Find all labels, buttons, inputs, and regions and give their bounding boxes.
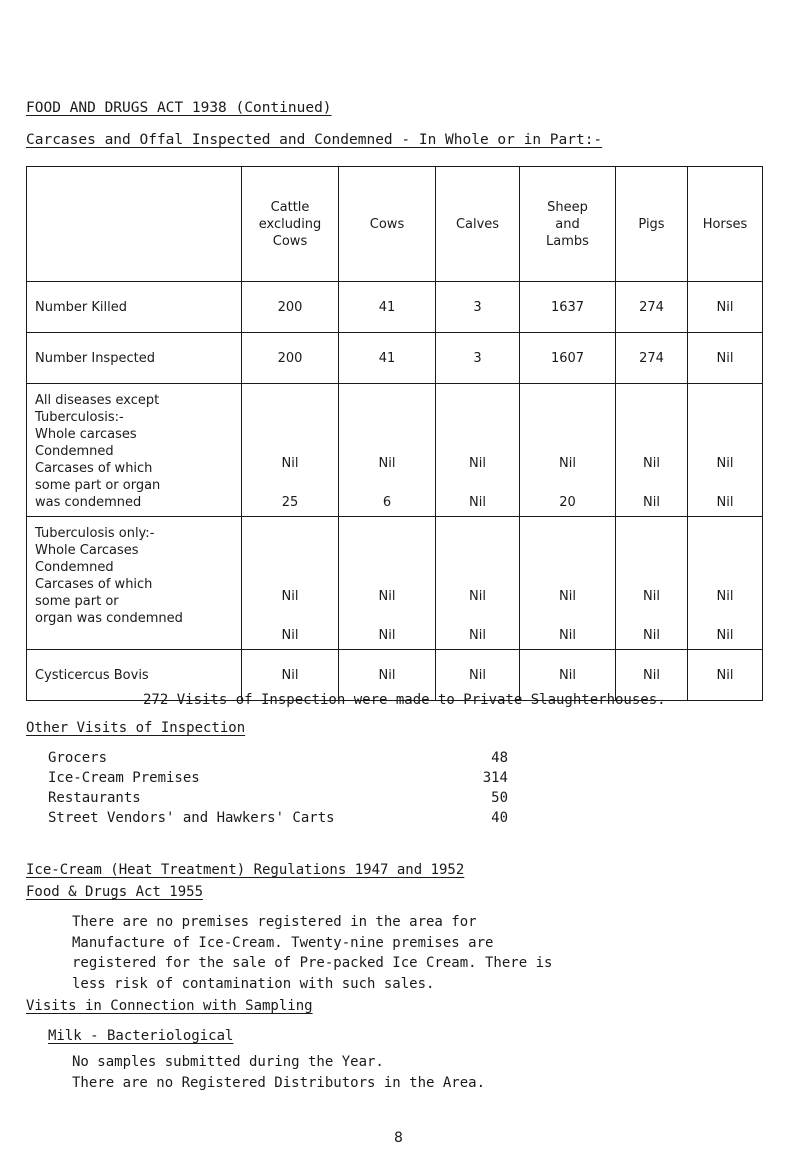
table-cell: Nil xyxy=(616,650,688,701)
list-item xyxy=(48,810,508,826)
carcases-table xyxy=(26,166,763,701)
sampling-heading: Visits in Connection with Sampling xyxy=(26,998,313,1014)
table-row xyxy=(27,282,763,333)
label-line: some part or organ xyxy=(35,478,161,493)
table-cell: 274 xyxy=(616,282,688,333)
visit-count: 40 xyxy=(491,810,508,826)
table-cell: 3 xyxy=(436,282,520,333)
table-header-cell xyxy=(27,167,242,282)
table-header-cell: Cows xyxy=(339,167,436,282)
visit-count: 314 xyxy=(482,770,508,786)
table-header-row xyxy=(27,167,763,282)
table-row xyxy=(27,333,763,384)
table-cell: Nil Nil xyxy=(688,384,763,517)
ice-cream-regulations-heading: Ice-Cream (Heat Treatment) Regulations 1947 and 1952 xyxy=(26,862,465,878)
table-cell: Nil Nil xyxy=(688,517,763,650)
table-cell: Nil xyxy=(436,650,520,701)
list-item xyxy=(48,750,508,766)
row-label xyxy=(27,384,242,517)
table-cell: 41 xyxy=(339,282,436,333)
visit-label: Grocers xyxy=(48,750,108,766)
label-line: Condemned xyxy=(35,560,114,575)
other-visits-heading: Other Visits of Inspection xyxy=(26,720,246,736)
milk-subheading: Milk - Bacteriological xyxy=(48,1028,234,1044)
food-drugs-act-heading: Food & Drugs Act 1955 xyxy=(26,884,204,900)
table-cell: 41 xyxy=(339,333,436,384)
slaughterhouse-visits-text: 272 Visits of Inspection were made to Private Slaughterhouses. xyxy=(143,692,666,708)
label-line: some part or xyxy=(35,594,119,609)
page-subtitle: Carcases and Offal Inspected and Condemned - In Whole or in Part:- xyxy=(26,132,603,148)
table-header-cell xyxy=(242,167,339,282)
table-cell: Nil Nil xyxy=(242,517,339,650)
ice-cream-paragraph: There are no premises registered in the area for Manufacture of Ice-Cream. Twenty-nine premises are registered for the sale of Pre-packed Ice Cream. There is less risk of contamination with such sales. xyxy=(72,914,553,992)
visit-label: Street Vendors' and Hawkers' Carts xyxy=(48,810,335,826)
sampling-paragraph: No samples submitted during the Year. There are no Registered Distributors in the Area. xyxy=(72,1054,486,1091)
table-cell: Nil Nil xyxy=(436,517,520,650)
table-header-cell xyxy=(520,167,616,282)
visit-label: Ice-Cream Premises xyxy=(48,770,200,786)
table-row xyxy=(27,384,763,517)
table-cell: 3 xyxy=(436,333,520,384)
table-header-cell: Horses xyxy=(688,167,763,282)
label-line: was condemned xyxy=(35,495,142,510)
row-label: Number Inspected xyxy=(27,333,242,384)
list-item xyxy=(48,790,508,806)
table-cell: Nil 25 xyxy=(242,384,339,517)
row-label xyxy=(27,517,242,650)
table-cell: Nil Nil xyxy=(339,517,436,650)
table-cell: Nil xyxy=(688,650,763,701)
table-cell: Nil xyxy=(242,650,339,701)
table-cell: Nil xyxy=(688,333,763,384)
header-sheep: Sheep and Lambs xyxy=(546,199,589,249)
table-cell: 200 xyxy=(242,333,339,384)
visit-label: Restaurants xyxy=(48,790,141,806)
label-line: All diseases except xyxy=(35,393,160,408)
row-label: Number Killed xyxy=(27,282,242,333)
table-cell: 1637 xyxy=(520,282,616,333)
table-cell: Nil xyxy=(339,650,436,701)
row-label: Cysticercus Bovis xyxy=(27,650,242,701)
table-cell: 200 xyxy=(242,282,339,333)
label-line: Carcases of which xyxy=(35,461,153,476)
table-cell: Nil Nil xyxy=(436,384,520,517)
label-line: Tuberculosis only:- xyxy=(35,526,155,541)
table-cell: 1607 xyxy=(520,333,616,384)
table-cell: Nil Nil xyxy=(616,517,688,650)
table-header-cell: Pigs xyxy=(616,167,688,282)
table-cell: 274 xyxy=(616,333,688,384)
label-line: Condemned xyxy=(35,444,114,459)
table-row xyxy=(27,517,763,650)
table-cell: Nil Nil xyxy=(616,384,688,517)
table-cell: Nil 20 xyxy=(520,384,616,517)
label-line: Whole carcases xyxy=(35,427,137,442)
visit-count: 48 xyxy=(491,750,508,766)
page-number: 8 xyxy=(394,1130,403,1146)
table-cell: Nil xyxy=(688,282,763,333)
label-line: Whole Carcases xyxy=(35,543,139,558)
label-line: organ was condemned xyxy=(35,611,183,626)
table-cell: Nil Nil xyxy=(520,517,616,650)
header-cattle: Cattle excluding Cows xyxy=(258,199,322,249)
label-line: Tuberculosis:- xyxy=(35,410,124,425)
page-title: FOOD AND DRUGS ACT 1938 (Continued) xyxy=(26,100,332,116)
table-cell: Nil 6 xyxy=(339,384,436,517)
label-line: Carcases of which xyxy=(35,577,153,592)
table-header-cell: Calves xyxy=(436,167,520,282)
list-item xyxy=(48,770,508,786)
visit-count: 50 xyxy=(491,790,508,806)
table-cell: Nil xyxy=(520,650,616,701)
